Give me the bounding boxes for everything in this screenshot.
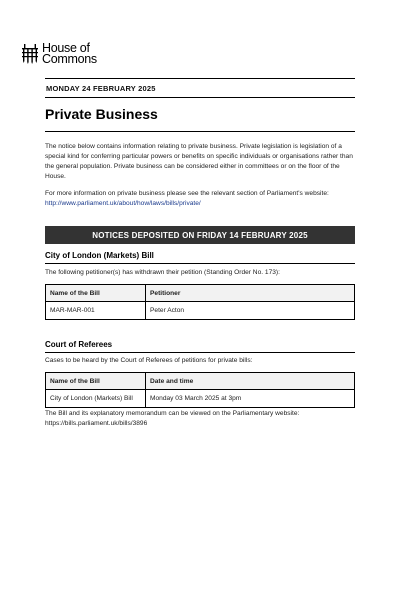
house-of-commons-logo	[21, 43, 97, 65]
section-description: The following petitioner(s) has withdrawn their petition (Standing Order No. 173):	[45, 269, 280, 276]
notice-date: MONDAY 24 FEBRUARY 2025	[46, 84, 156, 93]
table-cell: City of London (Markets) Bill	[46, 390, 146, 408]
column-header: Date and time	[146, 373, 355, 390]
portcullis-icon	[21, 44, 39, 64]
referees-table	[45, 372, 355, 408]
table-header-row	[46, 373, 355, 390]
info-paragraph	[45, 189, 357, 209]
section-title-markets-bill: City of London (Markets) Bill	[45, 251, 154, 260]
notices-banner: NOTICES DEPOSITED ON FRIDAY 14 FEBRUARY 2025	[45, 226, 355, 244]
column-header: Name of the Bill	[46, 373, 146, 390]
petition-table	[45, 284, 355, 320]
divider	[45, 352, 355, 353]
column-header: Name of the Bill	[46, 285, 146, 302]
divider	[45, 78, 355, 79]
info-text: For more information on private business please see the relevant section of Parliament's website:	[45, 190, 329, 197]
column-header: Petitioner	[146, 285, 355, 302]
table-header-row	[46, 285, 355, 302]
bill-website-note: The Bill and its explanatory memorandum can be viewed on the Parliamentary website: https://bills.parliament.uk/bills/3896	[45, 410, 300, 427]
section-title-court-of-referees: Court of Referees	[45, 340, 113, 349]
logo-line-1: House of	[42, 41, 90, 55]
logo-wordmark	[42, 43, 97, 65]
table-cell: Peter Acton	[146, 302, 355, 320]
divider	[45, 263, 355, 264]
table-cell: MAR-MAR-001	[46, 302, 146, 320]
section-description: Cases to be heard by the Court of Referees of petitions for private bills:	[45, 357, 253, 364]
logo-line-2: Commons	[42, 52, 97, 66]
page-title: Private Business	[45, 106, 158, 122]
private-business-link[interactable]: http://www.parliament.uk/about/how/laws/bills/private/	[45, 200, 201, 207]
divider	[45, 97, 355, 98]
table-row	[46, 390, 355, 408]
table-cell: Monday 03 March 2025 at 3pm	[146, 390, 355, 408]
table-row	[46, 302, 355, 320]
divider	[45, 131, 355, 132]
intro-paragraph: The notice below contains information relating to private business. Private legislation is legislation of a special kind for conferring particular powers or benefits on specific individuals or organisations rather than the general population. Private business can be considered either in committees or on the floor of the House.	[45, 143, 353, 180]
